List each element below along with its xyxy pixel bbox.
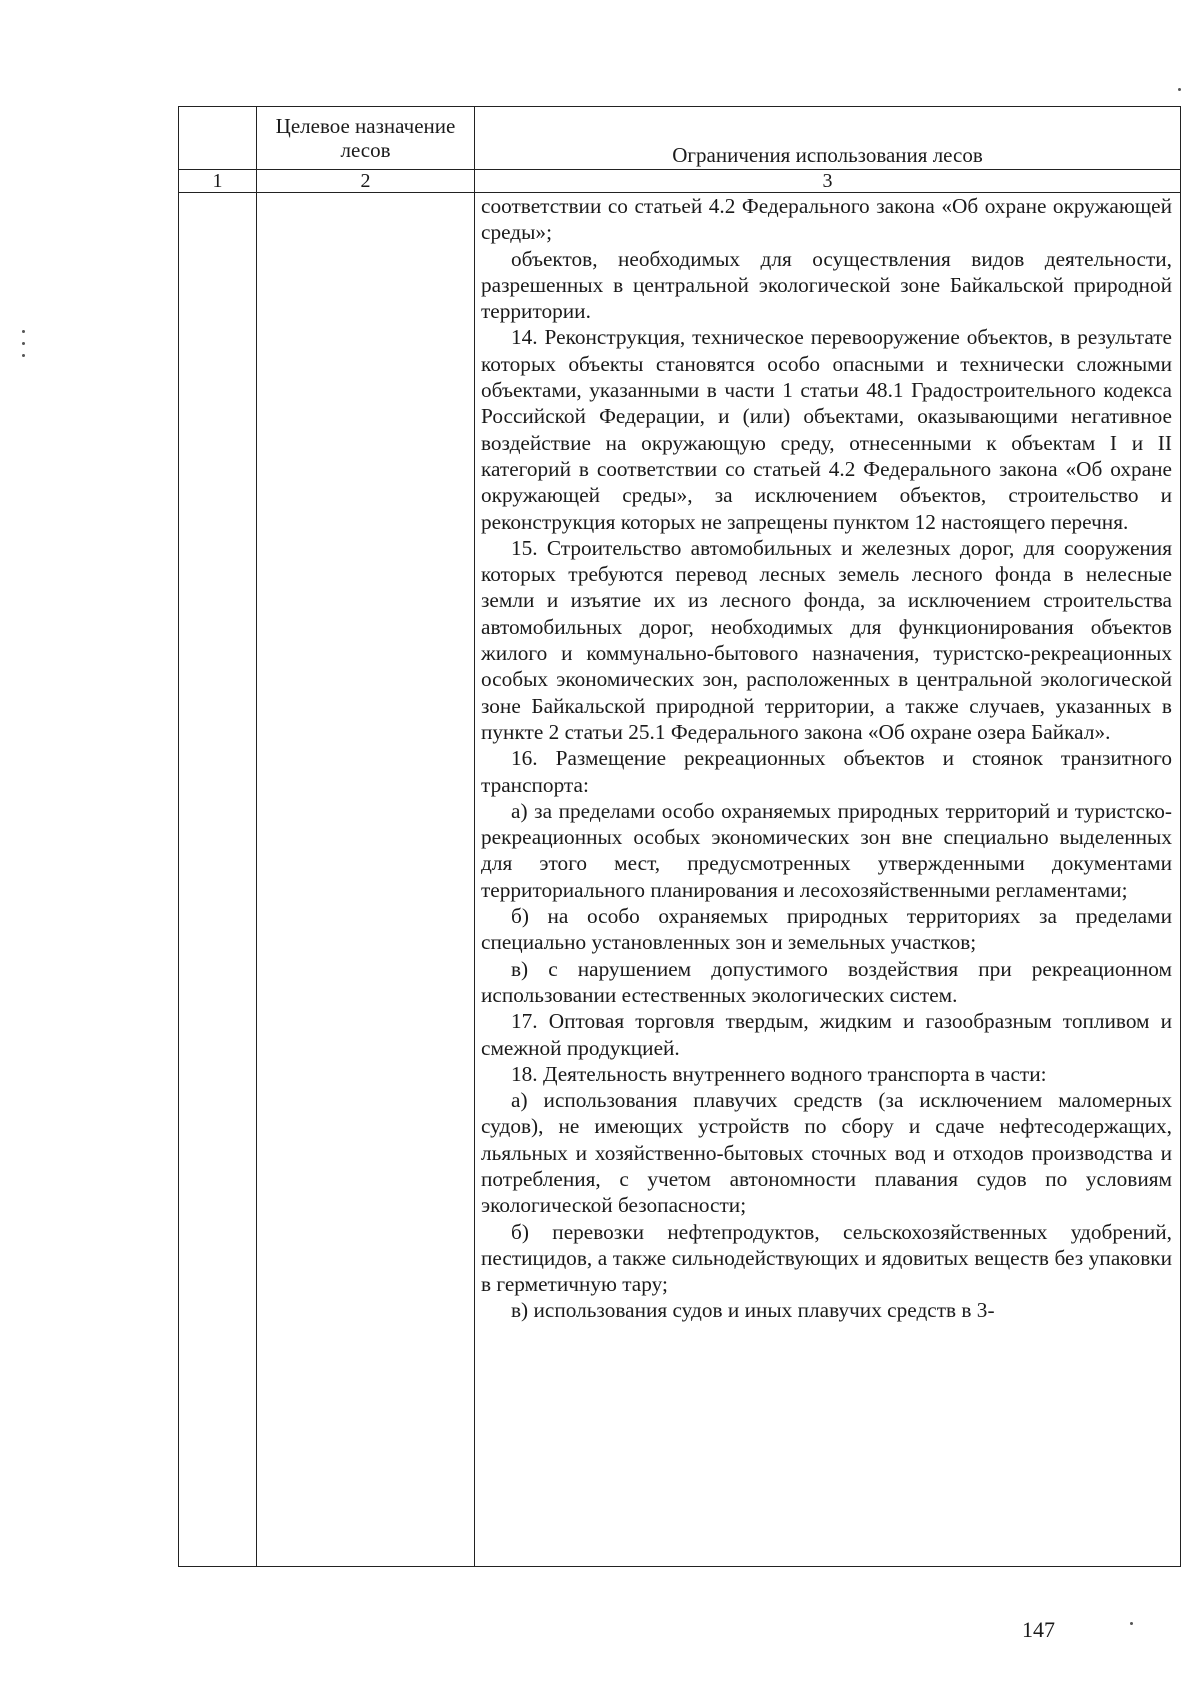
table-body-row <box>179 193 1181 1567</box>
page-number: 147 <box>1022 1617 1055 1642</box>
restrictions-text <box>475 193 1180 1324</box>
restrictions-table <box>178 106 1181 1567</box>
text-paragraph: 14. Реконструкция, техническое перевооружение объектов, в результате которых объекты становятся особо опасными и технически сложными объектами, указанными в части 1 статьи 48.1 Градостроительного кодекса Российской Федерации, и (или) объектами, оказывающими негативное воздействие на окружающую среду, отнесенными к объектам I и II категорий в соответствии со статьей 4.2 Федерального закона «Об охране окружающей среды», за исключением объектов, строительство и реконструкция которых не запрещены пунктом 12 настоящего перечня. <box>481 325 1172 534</box>
text-paragraph: 17. Оптовая торговля твердым, жидким и газообразным топливом и смежной продукцией. <box>481 1009 1172 1060</box>
column-number-2: 2 <box>257 170 475 193</box>
text-paragraph: в) с нарушением допустимого воздействия при рекреационном использовании естественных экологических систем. <box>481 956 1172 1007</box>
text-paragraph: б) перевозки нефтепродуктов, сельскохозяйственных удобрений, пестицидов, а также сильнодействующих и ядовитых веществ без упаковки в герметичную тару; <box>481 1219 1172 1297</box>
scan-speck <box>22 354 25 357</box>
header-cell-restrictions: Ограничения использования лесов <box>475 107 1181 170</box>
text-paragraph: 16. Размещение рекреационных объектов и стоянок транзитного транспорта: <box>481 746 1172 797</box>
scan-speck <box>1178 88 1181 91</box>
text-paragraph: б) на особо охраняемых природных территориях за пределами специально установленных зон и земельных участков; <box>481 904 1172 955</box>
text-paragraph: а) за пределами особо охраняемых природных территорий и туристско-рекреационных особых экономических зон вне специально выделенных для этого мест, предусмотренных утвержденными документами территориального планирования и лесохозяйственными регламентами; <box>481 798 1172 902</box>
table-header-row <box>179 107 1181 170</box>
body-cell-purpose <box>257 193 475 1567</box>
text-paragraph: 15. Строительство автомобильных и железных дорог, для сооружения которых требуются перевод лесных земель лесного фонда в нелесные земли и изъятие их из лесного фонда, за исключением строительства автомобильных дорог, необходимых для функционирования объектов жилого и коммунально-бытового назначения, туристско-рекреационных особых экономических зон, расположенных в центральной экологической зоне Байкальской природной территории, а также случаев, указанных в пункте 2 статьи 25.1 Федерального закона «Об охране озера Байкал». <box>481 535 1172 744</box>
scan-speck <box>1130 1622 1133 1625</box>
column-number-row <box>179 170 1181 193</box>
body-cell-1 <box>179 193 257 1567</box>
scan-speck <box>22 330 25 333</box>
column-number-1: 1 <box>179 170 257 193</box>
body-cell-restrictions <box>475 193 1181 1567</box>
column-number-3: 3 <box>475 170 1181 193</box>
text-paragraph: а) использования плавучих средств (за исключением маломерных судов), не имеющих устройств по сбору и сдаче нефтесодержащих, льяльных и хозяйственно-бытовых сточных вод и отходов производства и потребления, с учетом автономности плавания судов по условиям экологической безопасности; <box>481 1088 1172 1218</box>
scan-speck <box>22 342 25 345</box>
header-cell-purpose: Целевое назначение лесов <box>257 107 475 170</box>
text-paragraph: 18. Деятельность внутреннего водного транспорта в части: <box>511 1061 1047 1086</box>
text-paragraph: в) использования судов и иных плавучих средств в 3- <box>511 1298 995 1323</box>
text-paragraph: объектов, необходимых для осуществления видов деятельности, разрешенных в центральной экологической зоне Байкальской природной территории. <box>481 246 1172 324</box>
text-paragraph: соответствии со статьей 4.2 Федерального закона «Об охране окружающей среды»; <box>481 194 1172 245</box>
header-cell-1 <box>179 107 257 170</box>
